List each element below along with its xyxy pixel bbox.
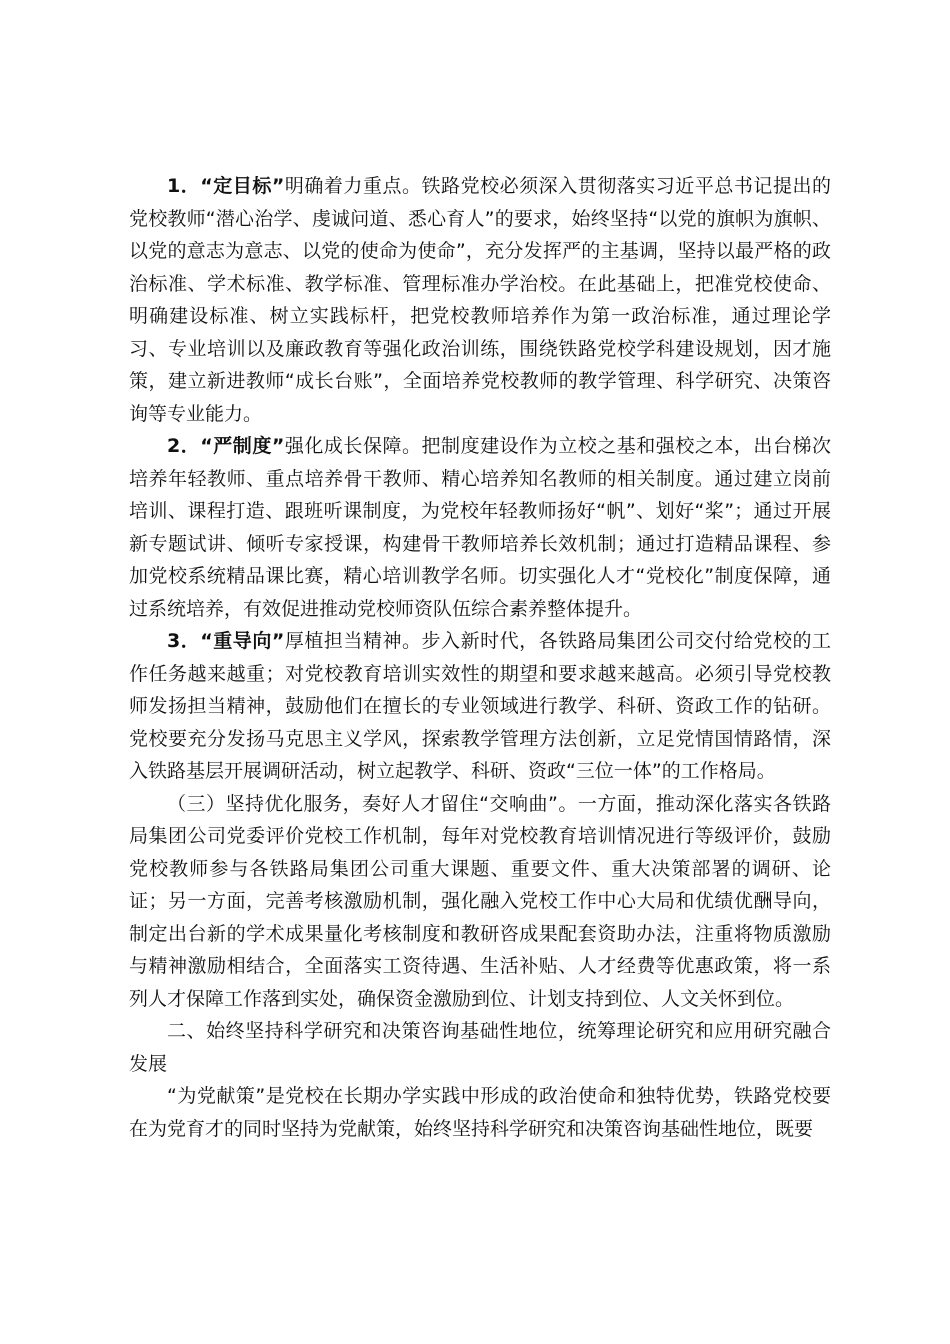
paragraph-1-heading: 1．“定目标”	[167, 175, 285, 197]
paragraph-3	[129, 625, 831, 788]
section-heading-text: 二、始终坚持科学研究和决策咨询基础性地位，统筹理论研究和应用研究融合发展	[129, 1020, 831, 1075]
paragraph-4	[129, 788, 831, 1016]
paragraph-1	[129, 170, 831, 430]
paragraph-1-text: 明确着力重点。铁路党校必须深入贯彻落实习近平总书记提出的党校教师“潜心治学、虔诚问道、悉心育人”的要求，始终坚持“以党的旗帜为旗帜、以党的意志为意志、以党的使命为使命”，充分发挥严的主基调，坚持以最严格的政治标准、学术标准、教学标准、管理标准办学治校。在此基础上，把准党校使命、明确建设标准、树立实践标杆，把党校教师培养作为第一政治标准，通过理论学习、专业培训以及廉政教育等强化政治训练，围绕铁路党校学科建设规划，因才施策，建立新进教师“成长台账”，全面培养党校教师的教学管理、科学研究、决策咨询等专业能力。	[129, 175, 831, 425]
paragraph-5	[129, 1080, 831, 1145]
document-body	[129, 170, 831, 1145]
paragraph-2-text: 强化成长保障。把制度建设作为立校之基和强校之本，出台梯次培养年轻教师、重点培养骨干教师、精心培养知名教师的相关制度。通过建立岗前培训、课程打造、跟班听课制度，为党校年轻教师扬好“帆”、划好“桨”；通过开展新专题试讲、倾听专家授课，构建骨干教师培养长效机制；通过打造精品课程、参加党校系统精品课比赛，精心培训教学名师。切实强化人才“党校化”制度保障，通过系统培养，有效促进推动党校师资队伍综合素养整体提升。	[129, 435, 831, 620]
section-heading	[129, 1015, 831, 1080]
paragraph-2-heading: 2．“严制度”	[167, 435, 285, 457]
paragraph-4-text: （三）坚持优化服务，奏好人才留住“交响曲”。一方面，推动深化落实各铁路局集团公司党委评价党校工作机制，每年对党校教育培训情况进行等级评价，鼓励党校教师参与各铁路局集团公司重大课题、重要文件、重大决策部署的调研、论证；另一方面，完善考核激励机制，强化融入党校工作中心大局和优绩优酬导向，制定出台新的学术成果量化考核制度和教研咨成果配套资助办法，注重将物质激励与精神激励相结合，全面落实工资待遇、生活补贴、人才经费等优惠政策，将一系列人才保障工作落到实处，确保资金激励到位、计划支持到位、人文关怀到位。	[129, 792, 831, 1010]
paragraph-5-text: “为党献策”是党校在长期办学实践中形成的政治使命和独特优势，铁路党校要在为党育才的同时坚持为党献策，始终坚持科学研究和决策咨询基础性地位，既要	[129, 1085, 831, 1140]
paragraph-3-heading: 3．“重导向”	[167, 630, 285, 652]
paragraph-2	[129, 430, 831, 625]
paragraph-3-text: 厚植担当精神。步入新时代，各铁路局集团公司交付给党校的工作任务越来越重；对党校教育培训实效性的期望和要求越来越高。必须引导党校教师发扬担当精神，鼓励他们在擅长的专业领域进行教学、科研、资政工作的钻研。党校要充分发扬马克思主义学风，探索教学管理方法创新，立足党情国情路情，深入铁路基层开展调研活动，树立起教学、科研、资政“三位一体”的工作格局。	[129, 630, 831, 782]
